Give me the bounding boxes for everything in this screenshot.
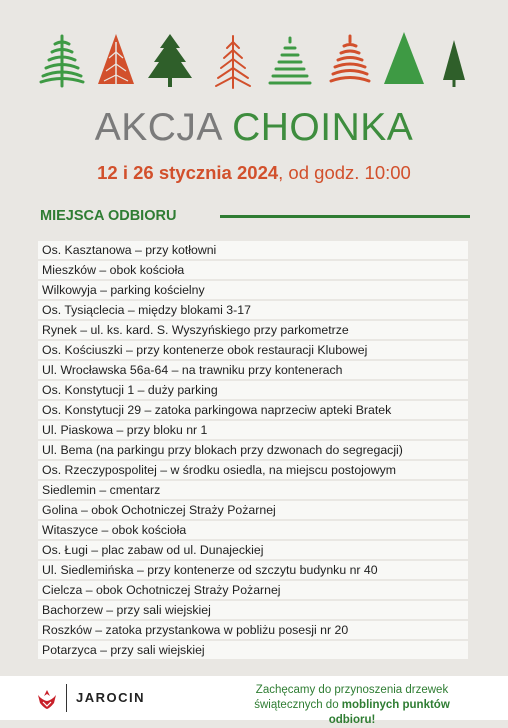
footer-message-line1: Zachęcamy do przynoszenia drzewek xyxy=(255,684,449,696)
list-item: Golina – obok Ochotniczej Straży Pożarnej xyxy=(38,501,468,519)
list-item: Roszków – zatoka przystankowa w pobliżu posesji nr 20 xyxy=(38,621,468,639)
section-header xyxy=(40,205,470,227)
striped-tree-icon xyxy=(41,36,83,86)
christmas-trees-decoration xyxy=(0,28,508,90)
list-item: Os. Tysiąclecia – między blokami 3-17 xyxy=(38,301,468,319)
list-item: Ul. Siedlemińska – przy kontenerze od szczytu budynku nr 40 xyxy=(38,561,468,579)
logo-text: JAROCIN xyxy=(76,690,146,705)
event-date-time: , od godz. 10:00 xyxy=(278,162,411,183)
event-date xyxy=(0,160,508,186)
logo-separator xyxy=(66,684,67,712)
title-word-choinka: CHOINKA xyxy=(232,106,414,149)
locations-list xyxy=(38,241,468,661)
list-item: Os. Kasztanowa – przy kotłowni xyxy=(38,241,468,259)
list-item: Os. Kościuszki – przy kontenerze obok restauracji Klubowej xyxy=(38,341,468,359)
event-date-days: 12 i 26 stycznia 2024 xyxy=(97,162,279,183)
list-item: Cielcza – obok Ochotniczej Straży Pożarnej xyxy=(38,581,468,599)
list-item: Os. Rzeczypospolitej – w środku osiedla, na miejscu postojowym xyxy=(38,461,468,479)
jarocin-crest-icon xyxy=(34,686,60,712)
striped-orange-tree-icon xyxy=(331,36,369,81)
list-item: Ul. Wrocławska 56a-64 – na trawniku przy kontenerach xyxy=(38,361,468,379)
footer-message xyxy=(232,683,472,728)
solid-green-tree-icon xyxy=(384,32,424,84)
footer-message-line2-text: świątecznych do xyxy=(254,699,342,711)
list-item: Os. Konstytucji 29 – zatoka parkingowa naprzeciw apteki Bratek xyxy=(38,401,468,419)
small-tree-icon xyxy=(443,40,465,87)
title-word-akcja: AKCJA xyxy=(94,106,221,149)
list-item: Witaszyce – obok kościoła xyxy=(38,521,468,539)
list-item: Rynek – ul. ks. kard. S. Wyszyńskiego przy parkometrze xyxy=(38,321,468,339)
fir-tree-icon xyxy=(148,34,192,87)
page-title xyxy=(0,104,508,152)
list-item: Mieszków – obok kościoła xyxy=(38,261,468,279)
section-label: MIEJSCA ODBIORU xyxy=(40,208,177,224)
list-item: Ul. Bema (na parkingu przy blokach przy dzwonach do segregacji) xyxy=(38,441,468,459)
list-item: Wilkowyja – parking kościelny xyxy=(38,281,468,299)
list-item: Siedlemin – cmentarz xyxy=(38,481,468,499)
list-item: Bachorzew – przy sali wiejskiej xyxy=(38,601,468,619)
section-divider xyxy=(220,215,470,218)
striped-triangle-tree-icon xyxy=(270,38,310,83)
branch-tree-icon xyxy=(216,36,250,88)
list-item: Os. Konstytucji 1 – duży parking xyxy=(38,381,468,399)
list-item: Os. Ługi – plac zabaw od ul. Dunajeckiej xyxy=(38,541,468,559)
footer-message-line2 xyxy=(232,698,472,728)
footer-message-line2-bold: moblinych punktów odbioru! xyxy=(328,699,450,726)
list-item: Ul. Piaskowa – przy bloku nr 1 xyxy=(38,421,468,439)
solid-tree-icon xyxy=(98,34,134,88)
footer xyxy=(0,676,508,726)
list-item: Potarzyca – przy sali wiejskiej xyxy=(38,641,468,659)
